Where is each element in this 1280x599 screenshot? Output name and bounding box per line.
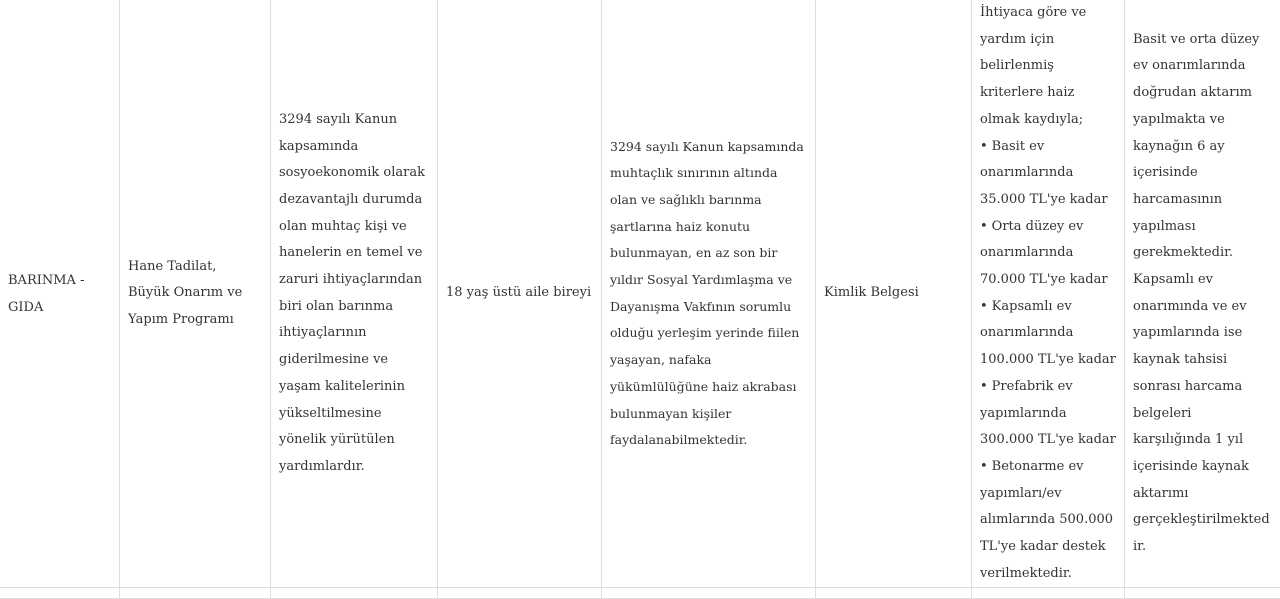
bullet-icon: •: [980, 219, 988, 234]
list-item: [980, 374, 1116, 454]
bullet-icon: •: [980, 299, 988, 314]
category-cell: [0, 0, 120, 588]
bullet-icon: •: [980, 459, 988, 474]
bullet-icon: •: [980, 139, 988, 154]
amount-item-text: Kapsamlı ev onarımlarında 100.000 TL'ye kadar: [980, 299, 1116, 367]
amount-intro: İhtiyaca göre ve yardım için belirlenmiş kriterlere haiz olmak kaydıyla;: [980, 0, 1116, 134]
payment-paragraph: Kapsamlı ev onarımında ve ev yapımlarında ise kaynak tahsisi sonrası harcama belgeleri karşılığında 1 yıl içerisinde kaynak aktarımı gerçekleştirilmektedir.: [1133, 267, 1273, 561]
empty-cell: [0, 588, 120, 599]
amount-item-text: Basit ev onarımlarında 35.000 TL'ye kadar: [980, 139, 1108, 207]
eligibility-cell: [602, 0, 816, 588]
empty-cell: [271, 588, 438, 599]
target-text: 18 yaş üstü aile bireyi: [446, 285, 591, 300]
empty-cell: [1125, 588, 1280, 599]
empty-cell: [602, 588, 816, 599]
program-cell: [120, 0, 271, 588]
list-item: [980, 134, 1116, 214]
document-text: Kimlik Belgesi: [824, 285, 919, 300]
purpose-cell: [271, 0, 438, 588]
list-item: [980, 294, 1116, 374]
empty-cell: [816, 588, 972, 599]
amount-item-text: Prefabrik ev yapımlarında 300.000 TL'ye kadar: [980, 379, 1116, 447]
bullet-icon: •: [980, 379, 988, 394]
eligibility-text: 3294 sayılı Kanun kapsamında muhtaçlık sınırının altında olan ve sağlıklı barınma şartlarına haiz konutu bulunmayan, en az son bir yıldır Sosyal Yardımlaşma ve Dayanışma Vakfının sorumlu olduğu yerleşim yerinde fiilen yaşayan, nafaka yükümlülüğüne haiz akrabası bulunmayan kişiler faydalanabilmektedir.: [610, 139, 804, 448]
table-row: [0, 588, 1280, 599]
program-name: Hane Tadilat, Büyük Onarım ve Yapım Programı: [128, 259, 242, 327]
amount-item-text: Orta düzey ev onarımlarında 70.000 TL'ye kadar: [980, 219, 1108, 287]
empty-cell: [972, 588, 1125, 599]
amount-list: [980, 134, 1116, 588]
category-text: BARINMA - GIDA: [8, 273, 84, 315]
empty-cell: [438, 588, 602, 599]
amount-item-text: Betonarme ev yapımları/ev alımlarında 500.000 TL'ye kadar destek verilmektedir.: [980, 459, 1113, 581]
purpose-text: 3294 sayılı Kanun kapsamında sosyoekonomik olarak dezavantajlı durumda olan muhtaç kişi ve hanelerin en temel ve zaruri ihtiyaçlarından biri olan barınma ihtiyaçlarının giderilmesine ve yaşam kalitelerinin yükseltilmesine yönelik yürütülen yardımlardır.: [279, 112, 425, 474]
amount-cell: [972, 0, 1125, 588]
payment-paragraph: Basit ve orta düzey ev onarımlarında doğrudan aktarım yapılmakta ve kaynağın 6 ay içerisinde harcamasının yapılması gerekmektedir.: [1133, 27, 1273, 267]
empty-cell: [120, 588, 271, 599]
document-cell: [816, 0, 972, 588]
payment-cell: [1125, 0, 1280, 588]
target-cell: [438, 0, 602, 588]
list-item: [980, 214, 1116, 294]
list-item: [980, 454, 1116, 588]
